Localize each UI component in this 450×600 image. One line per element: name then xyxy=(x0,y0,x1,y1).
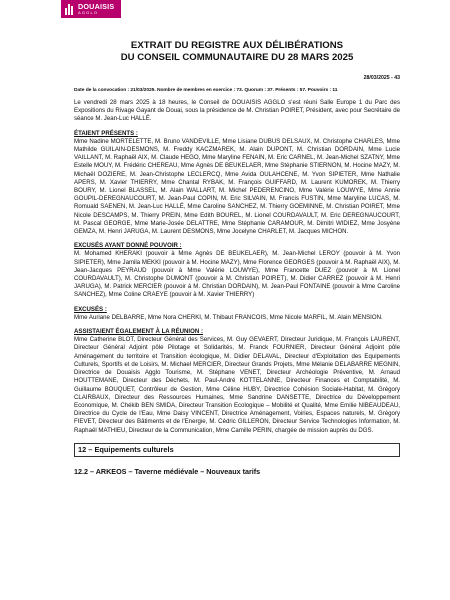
present-list: Mme Nadine MORTELETTE, M. Bruno VANDEVILLE, Mme Lisiane DUBUS DELSAUX, M. Christophe CHARLES, Mme Mathilde GUILAIN-DESMONS, M. Freddy KACZMAREK, M. Alain DUPONT, M. Christian DORDAIN, Mme Lucie VAILLANT, M. Raphaël AIX, M. Claude HEGO, Mme Maryline FENAIN, M. Eric CARNEL, M. Jean-Michel SZATNY, Mme Estelle MOUY, M. Frédéric CHEREAU, Mme Agnès DE BEUKELAER, Mme Stéphanie STIERNON, M. Hocine MAZY, M. Michaël DOZIERE, M. Jean-Christophe LECLERCQ, Mme Avida OULAHCENE, M. Yvon SIPIETER, Mme Nathalie APERS, M. Xavier THIERRY, Mme Chantal RYBAK, M. François GUIFFARD, M. Laurent KUMOREK, M. Thierry BOURY, M. Lionel BLASSEL, M. Alain WALLART, M. Michel PEDERENCINO, Mme Valérie LOUWYE, Mme Annie GOUPIL-DEREGNAUCOURT, M. Jean-Paul COPIN, M. Eric SILVAIN, M. Francis FUSTIN, Mme Maryline LUCAS, M. Romuald SAENEN, M. Jean-Luc HALLÉ, Mme Caroline SANCHEZ, M. Thierry GOEMINNE, M. Christian POIRET, Mme Nicole DESCAMPS, M. Thierry PREIN, Mme Edith BOUREL, M. Lionel COURDAVAULT, M. Eric DEREGNAUCOURT, M. Pascal GEORGE, Mme Marie-Josée DELATTRE, Mme Stéphanie CARAMOUR, M. Dimitri WIDIEZ, Mme Josyène GEMZA, M. Henri JARUGA, M. Laurent DESMONS, Mme Jocelyne CHARLET, M. Jacques MICHON. xyxy=(74,137,400,236)
attending-heading: ASSISTAIENT ÉGALEMENT À LA RÉUNION : xyxy=(74,328,203,336)
attending-section xyxy=(74,328,400,435)
logo-subname: AGGLO xyxy=(78,10,99,16)
excused-section xyxy=(74,306,400,322)
document-body xyxy=(74,40,400,476)
excused-proxy-heading: EXCUSÉS AYANT DONNÉ POUVOIR : xyxy=(74,242,182,250)
subsection-heading: 12.2 – ARKEOS – Taverne médiévale – Nouveaux tarifs xyxy=(74,466,261,476)
logo-name: DOUAISIS xyxy=(78,1,115,11)
excused-heading: EXCUSÉS : xyxy=(74,305,107,313)
section-heading: 12 – Equipements culturels xyxy=(74,443,400,457)
excused-proxy-list: M. Mohamed KHERAKI (pouvoir à Mme Agnès DE BEUKELAER), M. Jean-Michel LEROY (pouvoir à M. Yvon SIPIETER), Mme Jamila MEKKI (pouvoir à M. Hocine MAZY), Mme Florence GEORGES (pouvoir à M. Raphaël AIX), M. Jean-Jacques PEYRAUD (pouvoir à Mme Valérie LOUWYE), Mme Francette DUEZ (pouvoir à M. Lionel COURDAVAULT), M. Christophe DUMONT (pouvoir à M. Christian POIRET), M. Didier CARREZ (pouvoir à M. Henri JARUGA), M. Patrick MERCIER (pouvoir à M. Christian DORDAIN), M. Jean-Paul FONTAINE (pouvoir à Mme Caroline SANCHEZ), Mme Coline CRAEYE (pouvoir à M. Xavier THIERRY) xyxy=(74,250,400,299)
attending-list: Mme Catherine BLOT, Directeur Général des Services, M. Guy GEVAERT, Directeur Juridique, M. François LAURENT, Directeur Général Adjoint pôle Pilotage et Solidarités, M. Franck FOURNIER, Directeur Général Adjoint pôle Aménagement du territoire et Transition écologique, M. Didier DELAVAL, Directeur d'Exploitation des Equipements Culturels, Sportifs et de Loisirs, M. Michael MERCIER, Directeur Grands Projets, Mme Mélanie DELABARRE MEGNIN, Directrice de Douaisis Agglo Tourisme, M. Stéphane VENET, Directeur Archéologie Préventive, M. Arnaud HOUTTEMANE, Directeur des Déchets, M. Paul-André KOTTELANNE, Directeur Finances et Comptabilité, M. Guillaume BOUQUET, Contrôleur de Gestion, Mme Céline HUBY, Directrice Cohésion Sociale-Habitat, M. Grégory CLAIRBAUX, Directeur des Ressources Humaines, Mme Sandrine DANSETTE, Directrice du Développement Economique, M. Chékib BEN SMIDA, Directeur Transition Ecologique – Mobilité et Qualité, Mme Emilie NIBEAUDEAU, Directrice du Cycle de l'Eau, Mme Daisy VINCENT, Directrice Aménagement, Voiries, Espaces naturels, M. Grégory FIEVET, Directeur des Bâtiments et de l'Energie, M. Cédric GILLERON, Directeur Service Technologies Information, M. Raphaël MATHIEU, Directeur de la Communication, Mme Camille PERIN, chargée de mission auprès du DGS. xyxy=(74,336,400,434)
convocation-meta: Date de la convocation : 21/03/2025. Nombre de membres en exercice : 73. Quorum : 37. Présents : 57. Pouvoirs : 11 xyxy=(74,88,338,93)
page-title xyxy=(74,40,400,64)
title-line-2: DU CONSEIL COMMUNAUTAIRE DU 28 MARS 2025 xyxy=(120,52,354,63)
present-section xyxy=(74,130,400,237)
present-heading: ÉTAIENT PRÉSENTS : xyxy=(74,129,138,137)
logo-mark-icon xyxy=(64,2,74,16)
excused-list: Mme Auriane DELBARRE, Mme Nora CHERKI, M. Thibaut FRANCOIS, Mme Nicole MARFIL, M. Alain MENSION. xyxy=(74,313,383,321)
deliberation-reference: 28/03/2025 - 43 xyxy=(363,75,400,81)
intro-paragraph: Le vendredi 28 mars 2025 à 18 heures, le Conseil de DOUAISIS AGGLO s'est réuni Salle Europe 1 du Parc des Expositions du Rivage Gayant de Douai, sous la présidence de M. Christian POIRET, Président, avec pour Secrétaire de séance M. Jean-Luc HALLÉ. xyxy=(74,99,400,123)
douaisis-agglo-logo xyxy=(61,0,121,18)
title-line-1: EXTRAIT DU REGISTRE AUX DÉLIBÉRATIONS xyxy=(130,40,344,51)
excused-proxy-section xyxy=(74,242,400,299)
